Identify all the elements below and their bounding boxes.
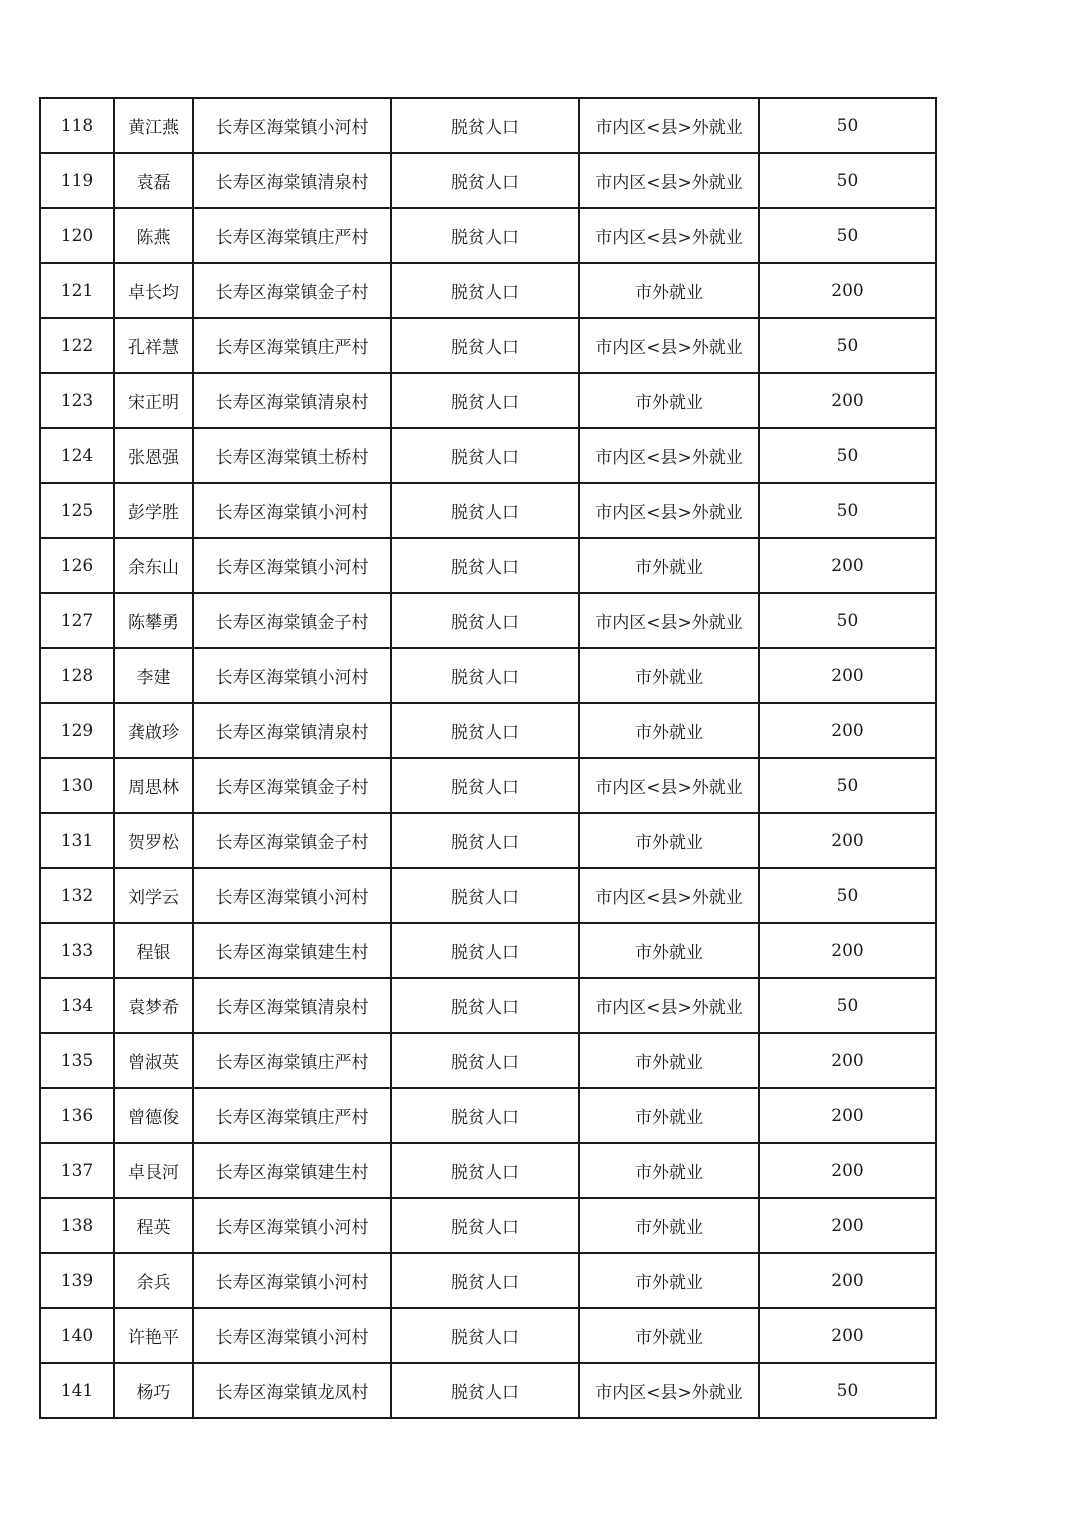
- amount-cell: 50: [759, 593, 936, 648]
- population-type-cell: 脱贫人口: [391, 703, 579, 758]
- row-number-cell: 128: [40, 648, 114, 703]
- amount-cell: 200: [759, 1033, 936, 1088]
- population-type-cell: 脱贫人口: [391, 1363, 579, 1418]
- name-cell: 张恩强: [114, 428, 193, 483]
- address-cell: 长寿区海棠镇清泉村: [193, 153, 391, 208]
- name-cell: 程英: [114, 1198, 193, 1253]
- address-cell: 长寿区海棠镇建生村: [193, 1143, 391, 1198]
- amount-cell: 200: [759, 923, 936, 978]
- population-type-cell: 脱贫人口: [391, 1253, 579, 1308]
- population-type-cell: 脱贫人口: [391, 758, 579, 813]
- amount-cell: 50: [759, 758, 936, 813]
- table-row: [40, 648, 936, 703]
- row-number-cell: 139: [40, 1253, 114, 1308]
- population-type-cell: 脱贫人口: [391, 153, 579, 208]
- address-cell: 长寿区海棠镇小河村: [193, 483, 391, 538]
- employment-type-cell: 市外就业: [579, 1033, 759, 1088]
- address-cell: 长寿区海棠镇小河村: [193, 1253, 391, 1308]
- population-type-cell: 脱贫人口: [391, 1143, 579, 1198]
- amount-cell: 50: [759, 483, 936, 538]
- amount-cell: 200: [759, 1308, 936, 1363]
- row-number-cell: 127: [40, 593, 114, 648]
- name-cell: 宋正明: [114, 373, 193, 428]
- row-number-cell: 129: [40, 703, 114, 758]
- table-body: [40, 98, 936, 1418]
- table-row: [40, 263, 936, 318]
- row-number-cell: 121: [40, 263, 114, 318]
- address-cell: 长寿区海棠镇小河村: [193, 868, 391, 923]
- amount-cell: 50: [759, 318, 936, 373]
- population-type-cell: 脱贫人口: [391, 1033, 579, 1088]
- employment-type-cell: 市外就业: [579, 1088, 759, 1143]
- name-cell: 许艳平: [114, 1308, 193, 1363]
- row-number-cell: 134: [40, 978, 114, 1033]
- population-type-cell: 脱贫人口: [391, 593, 579, 648]
- address-cell: 长寿区海棠镇金子村: [193, 593, 391, 648]
- population-type-cell: 脱贫人口: [391, 978, 579, 1033]
- name-cell: 刘学云: [114, 868, 193, 923]
- employment-type-cell: 市外就业: [579, 1198, 759, 1253]
- amount-cell: 200: [759, 263, 936, 318]
- employment-type-cell: 市外就业: [579, 1308, 759, 1363]
- address-cell: 长寿区海棠镇小河村: [193, 538, 391, 593]
- row-number-cell: 135: [40, 1033, 114, 1088]
- amount-cell: 200: [759, 703, 936, 758]
- name-cell: 曾德俊: [114, 1088, 193, 1143]
- address-cell: 长寿区海棠镇金子村: [193, 813, 391, 868]
- population-type-cell: 脱贫人口: [391, 648, 579, 703]
- row-number-cell: 140: [40, 1308, 114, 1363]
- employment-type-cell: 市内区<县>外就业: [579, 978, 759, 1033]
- employment-type-cell: 市外就业: [579, 648, 759, 703]
- address-cell: 长寿区海棠镇清泉村: [193, 703, 391, 758]
- row-number-cell: 137: [40, 1143, 114, 1198]
- name-cell: 曾淑英: [114, 1033, 193, 1088]
- amount-cell: 50: [759, 153, 936, 208]
- employment-type-cell: 市外就业: [579, 813, 759, 868]
- table-row: [40, 1143, 936, 1198]
- row-number-cell: 126: [40, 538, 114, 593]
- employment-type-cell: 市内区<县>外就业: [579, 593, 759, 648]
- employment-type-cell: 市内区<县>外就业: [579, 153, 759, 208]
- name-cell: 贺罗松: [114, 813, 193, 868]
- table-row: [40, 593, 936, 648]
- table-row: [40, 153, 936, 208]
- name-cell: 彭学胜: [114, 483, 193, 538]
- address-cell: 长寿区海棠镇土桥村: [193, 428, 391, 483]
- name-cell: 卓长均: [114, 263, 193, 318]
- address-cell: 长寿区海棠镇金子村: [193, 263, 391, 318]
- amount-cell: 50: [759, 428, 936, 483]
- table-row: [40, 483, 936, 538]
- population-type-cell: 脱贫人口: [391, 483, 579, 538]
- amount-cell: 50: [759, 868, 936, 923]
- name-cell: 余兵: [114, 1253, 193, 1308]
- row-number-cell: 125: [40, 483, 114, 538]
- employment-type-cell: 市内区<县>外就业: [579, 758, 759, 813]
- amount-cell: 200: [759, 1253, 936, 1308]
- name-cell: 黄江燕: [114, 98, 193, 153]
- name-cell: 袁梦希: [114, 978, 193, 1033]
- name-cell: 陈攀勇: [114, 593, 193, 648]
- table-row: [40, 1198, 936, 1253]
- amount-cell: 200: [759, 1198, 936, 1253]
- address-cell: 长寿区海棠镇小河村: [193, 648, 391, 703]
- amount-cell: 50: [759, 978, 936, 1033]
- population-type-cell: 脱贫人口: [391, 1198, 579, 1253]
- address-cell: 长寿区海棠镇庄严村: [193, 208, 391, 263]
- population-type-cell: 脱贫人口: [391, 208, 579, 263]
- row-number-cell: 122: [40, 318, 114, 373]
- name-cell: 周思林: [114, 758, 193, 813]
- name-cell: 龚啟珍: [114, 703, 193, 758]
- population-type-cell: 脱贫人口: [391, 538, 579, 593]
- table-row: [40, 208, 936, 263]
- address-cell: 长寿区海棠镇清泉村: [193, 373, 391, 428]
- table-row: [40, 428, 936, 483]
- amount-cell: 50: [759, 1363, 936, 1418]
- table-row: [40, 978, 936, 1033]
- amount-cell: 200: [759, 1088, 936, 1143]
- name-cell: 卓艮河: [114, 1143, 193, 1198]
- address-cell: 长寿区海棠镇庄严村: [193, 1088, 391, 1143]
- employment-type-cell: 市外就业: [579, 538, 759, 593]
- name-cell: 陈燕: [114, 208, 193, 263]
- row-number-cell: 120: [40, 208, 114, 263]
- row-number-cell: 119: [40, 153, 114, 208]
- row-number-cell: 131: [40, 813, 114, 868]
- table-row: [40, 758, 936, 813]
- employment-type-cell: 市内区<县>外就业: [579, 428, 759, 483]
- amount-cell: 50: [759, 98, 936, 153]
- row-number-cell: 138: [40, 1198, 114, 1253]
- population-type-cell: 脱贫人口: [391, 1088, 579, 1143]
- row-number-cell: 132: [40, 868, 114, 923]
- name-cell: 杨巧: [114, 1363, 193, 1418]
- employment-type-cell: 市内区<县>外就业: [579, 98, 759, 153]
- table-row: [40, 1088, 936, 1143]
- employment-type-cell: 市内区<县>外就业: [579, 868, 759, 923]
- table-row: [40, 373, 936, 428]
- table-row: [40, 1308, 936, 1363]
- amount-cell: 200: [759, 648, 936, 703]
- address-cell: 长寿区海棠镇小河村: [193, 98, 391, 153]
- amount-cell: 200: [759, 538, 936, 593]
- population-type-cell: 脱贫人口: [391, 1308, 579, 1363]
- table-row: [40, 538, 936, 593]
- table-row: [40, 1033, 936, 1088]
- row-number-cell: 123: [40, 373, 114, 428]
- address-cell: 长寿区海棠镇小河村: [193, 1198, 391, 1253]
- address-cell: 长寿区海棠镇庄严村: [193, 1033, 391, 1088]
- address-cell: 长寿区海棠镇庄严村: [193, 318, 391, 373]
- population-type-cell: 脱贫人口: [391, 98, 579, 153]
- amount-cell: 200: [759, 813, 936, 868]
- employment-type-cell: 市外就业: [579, 1143, 759, 1198]
- address-cell: 长寿区海棠镇清泉村: [193, 978, 391, 1033]
- population-type-cell: 脱贫人口: [391, 373, 579, 428]
- employment-type-cell: 市外就业: [579, 703, 759, 758]
- name-cell: 李建: [114, 648, 193, 703]
- employment-type-cell: 市内区<县>外就业: [579, 483, 759, 538]
- address-cell: 长寿区海棠镇小河村: [193, 1308, 391, 1363]
- name-cell: 程银: [114, 923, 193, 978]
- name-cell: 孔祥慧: [114, 318, 193, 373]
- table-row: [40, 868, 936, 923]
- employment-type-cell: 市外就业: [579, 373, 759, 428]
- row-number-cell: 124: [40, 428, 114, 483]
- population-type-cell: 脱贫人口: [391, 813, 579, 868]
- address-cell: 长寿区海棠镇金子村: [193, 758, 391, 813]
- row-number-cell: 136: [40, 1088, 114, 1143]
- employment-type-cell: 市内区<县>外就业: [579, 318, 759, 373]
- row-number-cell: 141: [40, 1363, 114, 1418]
- row-number-cell: 118: [40, 98, 114, 153]
- employment-type-cell: 市内区<县>外就业: [579, 1363, 759, 1418]
- table-row: [40, 813, 936, 868]
- population-type-cell: 脱贫人口: [391, 428, 579, 483]
- population-type-cell: 脱贫人口: [391, 263, 579, 318]
- employment-type-cell: 市外就业: [579, 1253, 759, 1308]
- employment-type-cell: 市外就业: [579, 923, 759, 978]
- employment-type-cell: 市外就业: [579, 263, 759, 318]
- table-row: [40, 1253, 936, 1308]
- table-row: [40, 1363, 936, 1418]
- table-row: [40, 703, 936, 758]
- row-number-cell: 133: [40, 923, 114, 978]
- beneficiary-table: [39, 97, 937, 1419]
- amount-cell: 200: [759, 1143, 936, 1198]
- row-number-cell: 130: [40, 758, 114, 813]
- population-type-cell: 脱贫人口: [391, 318, 579, 373]
- amount-cell: 200: [759, 373, 936, 428]
- address-cell: 长寿区海棠镇建生村: [193, 923, 391, 978]
- address-cell: 长寿区海棠镇龙凤村: [193, 1363, 391, 1418]
- population-type-cell: 脱贫人口: [391, 868, 579, 923]
- name-cell: 余东山: [114, 538, 193, 593]
- table-row: [40, 318, 936, 373]
- employment-type-cell: 市内区<县>外就业: [579, 208, 759, 263]
- population-type-cell: 脱贫人口: [391, 923, 579, 978]
- name-cell: 袁磊: [114, 153, 193, 208]
- table-row: [40, 923, 936, 978]
- table-row: [40, 98, 936, 153]
- amount-cell: 50: [759, 208, 936, 263]
